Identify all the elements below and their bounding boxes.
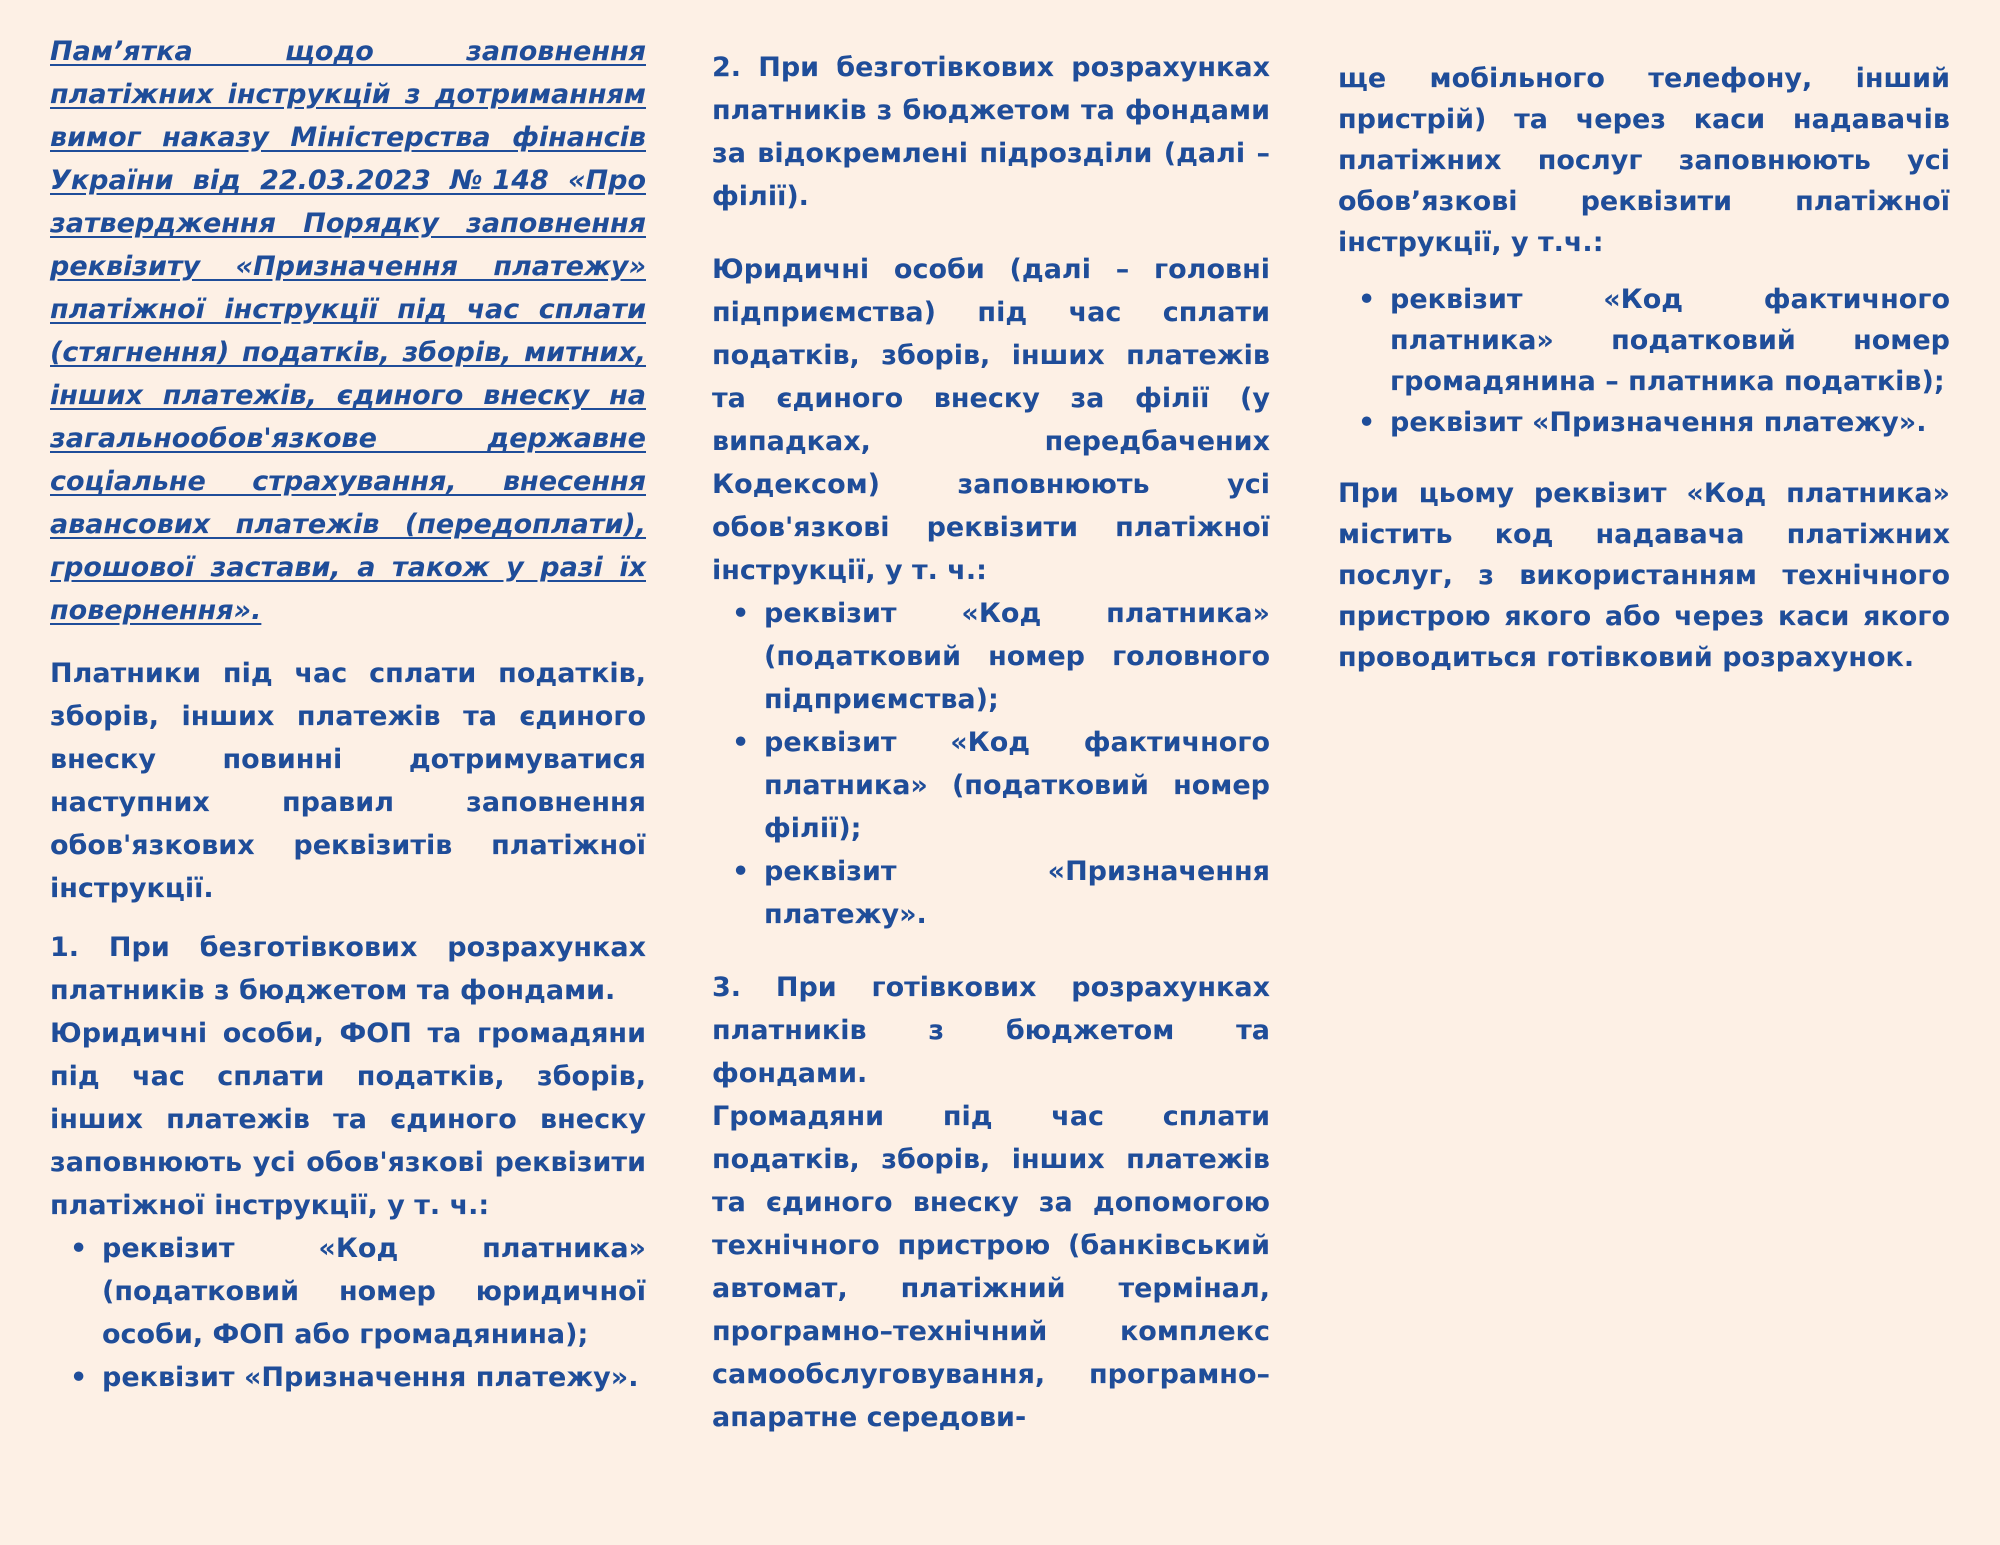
column-right bbox=[1338, 58, 1950, 678]
section-1-list bbox=[50, 1227, 646, 1399]
bullet-icon: • bbox=[1358, 407, 1376, 438]
list-item: • реквізит «Код фактичного платника» (податковий номер філії); bbox=[764, 721, 1270, 850]
section-1-heading: 1. При безготівкових розрахунках платників з бюджетом та фондами. bbox=[50, 932, 646, 1006]
bullet-icon: • bbox=[732, 727, 750, 758]
bullet-icon: • bbox=[1358, 284, 1376, 315]
section-2-heading: 2. При безготівкових розрахунках платників з бюджетом та фондами за відокремлені підрозділи (далі – філії). bbox=[712, 52, 1270, 212]
section-3-list bbox=[1338, 279, 1950, 443]
bullet-icon: • bbox=[70, 1233, 88, 1264]
list-item: • реквізит «Призначення платежу». bbox=[764, 850, 1270, 936]
section-3-text: Громадяни під час сплати податків, зборів, інших платежів та єдиного внеску за допомогою технічного пристрою (банківський автомат, платіжний термінал, програмно–технічний комплекс самообслуговування, програмно–апаратне середови- bbox=[712, 1101, 1270, 1433]
section-2-text: Юридичні особи (далі – головні підприємства) під час сплати податків, зборів, інших платежів та єдиного внеску за філії (у випадках, передбачених Кодексом) заповнюють усі обов'язкові реквізити платіжної інструкції, у т. ч.: bbox=[712, 254, 1270, 586]
list-item: • реквізит «Код платника» (податковий номер юридичної особи, ФОП або громадянина); bbox=[102, 1227, 646, 1356]
intro-paragraph: Платники під час сплати податків, зборів, інших платежів та єдиного внеску повинні дотримуватися наступних правил заповнення обов'язкових реквізитів платіжної інструкції. bbox=[50, 658, 646, 904]
section-3-heading: 3. При готівкових розрахунках платників з бюджетом та фондами. bbox=[712, 972, 1270, 1089]
bullet-icon: • bbox=[732, 598, 750, 629]
section-2-list bbox=[712, 592, 1270, 936]
column-left bbox=[50, 30, 646, 1399]
section-1-text: Юридичні особи, ФОП та громадяни під час сплати податків, зборів, інших платежів та єдиного внеску заповнюють усі обов'язкові реквізити платіжної інструкції, у т. ч.: bbox=[50, 1018, 646, 1221]
list-item: • реквізит «Код фактичного платника» податковий номер громадянина – платника податків); bbox=[1390, 279, 1950, 402]
list-item: • реквізит «Код платника» (податковий номер головного підприємства); bbox=[764, 592, 1270, 721]
memo-title: Пам’ятка щодо заповнення платіжних інструкцій з дотриманням вимог наказу Міністерства фінансів України від 22.03.2023 №148 «Про затвердження Порядку заповнення реквізиту «Призначення платежу» платіжної інструкції під час сплати (стягнення) податків, зборів, митних, інших платежів, єдиного внеску на загальнообов'язкове державне соціальне страхування, внесення авансових платежів (передоплати), грошової застави, а також у разі їх повернення». bbox=[50, 36, 646, 626]
list-item: • реквізит «Призначення платежу». bbox=[102, 1356, 646, 1399]
bullet-icon: • bbox=[70, 1362, 88, 1393]
list-item: • реквізит «Призначення платежу». bbox=[1390, 402, 1950, 443]
bullet-icon: • bbox=[732, 856, 750, 887]
section-3-continuation: ще мобільного телефону, інший пристрій) та через каси надавачів платіжних послуг заповнюють усі обов’язкові реквізити платіжної інструкції, у т.ч.: bbox=[1338, 63, 1950, 258]
column-middle bbox=[712, 46, 1270, 1439]
section-3-note: При цьому реквізит «Код платника» містить код надавача платіжних послуг, з використанням технічного пристрою якого або через каси якого проводиться готівковий розрахунок. bbox=[1338, 478, 1950, 673]
